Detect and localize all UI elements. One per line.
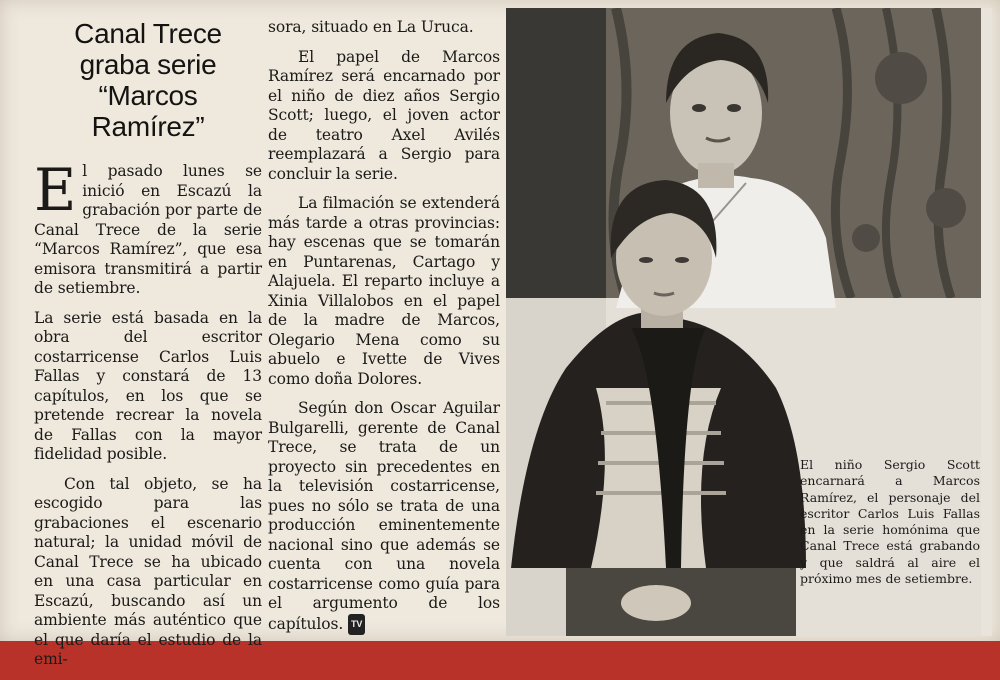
photo-caption: El niño Sergio Scott encarnará a Marcos Ramírez, el personaje del escritor Carlos Luis Fallas en la serie homónima que Canal Trece está grabando y que saldrá al aire el próximo mes de setiembre. [800,457,980,587]
tv-logo-icon: TV [348,614,365,636]
paragraph: sora, situado en La Uruca. [268,18,474,36]
paragraph: La serie está basada en la obra del escritor costarricense Carlos Luis Fallas y constará de 13 capítulos, en los que se pretende recrear la novela de Fallas con la mayor fidelidad posible. [34,308,262,463]
paragraph: Según don Oscar Aguilar Bulgarelli, gerente de Canal Trece, se trata de un proyecto sin precedentes en la televisión costarricense, pues no sólo se trata de una producción eminentemente nacional sino que además se cuenta con una novela costarricense como guía para el argumento de los capítulos. TV [268,399,500,635]
lead-paragraph: El pasado lunes se inició en Escazú la grabación por parte de Canal Trece de la serie “Marcos Ramírez”, que esa emisora transmitirá a partir de setiembre. [34,156,262,297]
article-column-1 [34,18,262,680]
paragraph: La filmación se extenderá más tarde a otras provincias: hay escenas que se tomarán en Puntarenas, Cartago y Alajuela. El reparto incluye a Xinia Villalobos en el papel de la madre de Marcos, Olegario Mena como su abuelo e Ivette de Vives como doña Dolores. [268,194,500,388]
paragraph: El papel de Marcos Ramírez será encarnado por el niño de diez años Sergio Scott; luego, el joven actor de teatro Axel Avilés reemplazará a Sergio para concluir la serie. [268,47,500,183]
light-band-shape [981,8,992,636]
paragraph: Con tal objeto, se ha escogido para las grabaciones el escenario natural; la unidad móvil de Canal Trece se ha ubicado en una casa particular en Escazú, buscando así un ambiente más auténtico que el que daría el estudio de la emi- [34,474,262,668]
article-headline: Canal Trece graba serie “Marcos Ramírez” [74,18,222,142]
drop-cap: E [34,156,77,224]
article-column-2 [268,18,500,645]
dark-wall-shape [506,8,606,298]
